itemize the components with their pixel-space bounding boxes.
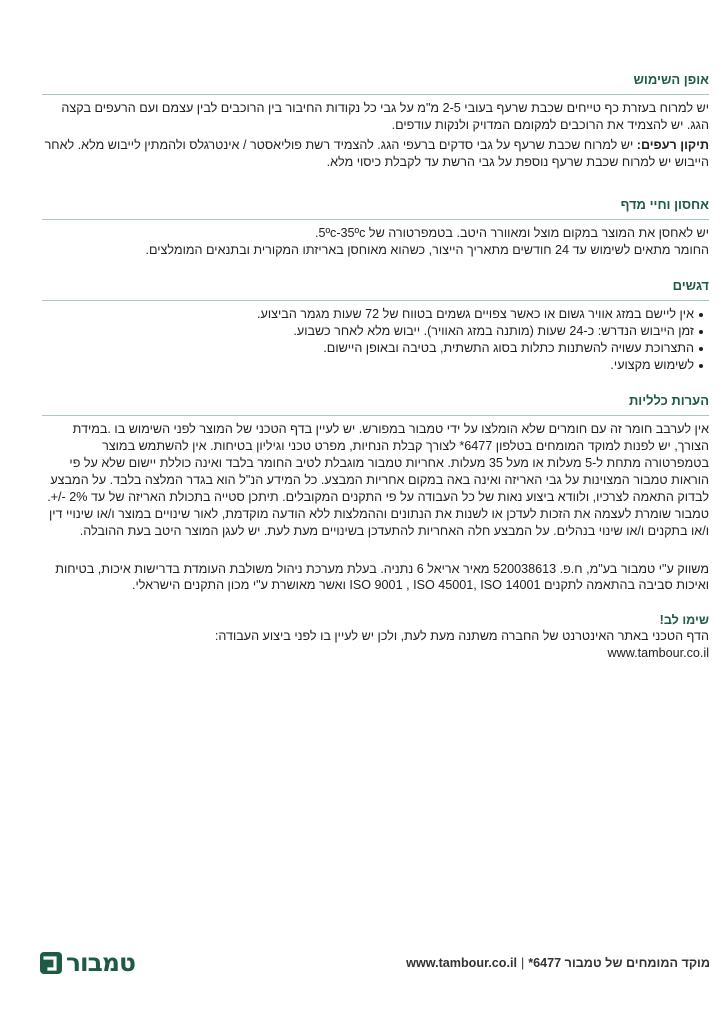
general-paragraph: אין לערבב חומר זה עם חומרים שלא הומלצו על ידי טמבור במפורש. יש לעיין בדף הטכני של המוצר לפני השימוש בו .במידת הצורך, יש לפנות למוקד המומחים בטלפון 6477* לצורך קבלת הנחיות, מפרט טכני וגיליון בטיחות. אין להשתמש במוצר בטמפרטורה מתחת ל-5 מעלות או מעל 35 מעלות. אחריות טמבור מוגבלת לטיב החומר בלבד ואינה כוללת יישום שלא על פי הוראות טמבור המצוינות על גבי האריזה ואינה באה במקום אחריות המבצע. כל המידע הנ"ל הוא בגדר המלצה בלבד. על המבצע לבדוק התאמה לצרכיו, ולוודא ביצוע נאות של כל העבודה על פי התקנים המקובלים. תיתכן סטייה בתכולת האריזה של עד 2% -/+. טמבור שומרת לעצמה את הזכות לעדכן או לשנות את הנתונים וההמלצות ללא הודעה מוקדמת, לאור שינויים במוצר ו/או שינויי דין ו/או בתקנים ו/או שינוי בנהלים. על המבצע חלה האחריות להתעדכן בשינויים מעת לעת. יש לעגן המוצר היטב בעת ההובלה. [47,422,709,538]
hotline-text: מוקד המומחים של טמבור 6477* [528,956,710,970]
footer-contact [406,955,710,971]
storage-paragraph-2: החומר מתאים לשימוש עד 24 חודשים מתאריך הייצור, כשהוא מאוחסן באריזתו המקורית ובתנאים המומלצים. [145,243,709,257]
list-item: זמן הייבוש הנדרש: כ-24 שעות (מותנה במזג האוויר). ייבוש מלא לאחר כשבוע. [42,323,703,340]
list-item: אין ליישם במזג אוויר גשום או כאשר צפויים גשמים בטווח של 72 שעות מגמר הביצוע. [42,306,703,323]
storage-section [42,197,709,259]
brand-mark-icon [40,952,62,974]
usage-section [42,72,709,171]
storage-title: אחסון וחיי מדף [42,197,709,220]
attention-text: הדף הטכני באתר האינטרנט של החברה משתנה מעת לעת, ולכן יש לעיין בו לפני ביצוע העבודה: [214,629,709,643]
footer-website-link[interactable]: www.tambour.co.il [406,956,517,970]
website-link[interactable]: www.tambour.co.il [607,646,709,660]
logo-wordmark: טמבור [66,948,135,977]
marketing-paragraph: משווק ע"י טמבור בע"מ, ח.פ. 520038613 מאיר אריאל 6 נתניה. בעלת מערכת ניהול משולבת העומדת בדרישות איכות, בטיחות ואיכות סביבה בהתאמה לתקנים ISO 9001 , ISO 45001, ISO 14001 ואשר מאושרת ע"י מכון התקנים הישראלי. [55,562,709,592]
usage-title: אופן השימוש [42,72,709,95]
general-title: הערות כלליות [42,393,709,416]
roof-repair-text: יש למרוח שכבת שרעף על גבי סדקים ברעפי הגג. להצמיד רשת פוליאסטר / אינטרגלס ולהמתין לייבוש מלא. לאחר הייבוש יש למרוח שכבת שרעף נוספת על גבי הרשת עד לקבלת כיסוי מלא. [44,138,709,169]
attention-title: שימו לב! [659,613,709,627]
storage-paragraph-1: יש לאחסן את המוצר במקום מוצל ומאוורר היטב. בטמפרטורה של 5ºc-35ºc. [314,226,709,240]
usage-paragraph: יש למרוח בעזרת כף טייחים שכבת שרעף בעובי 2-5 מ"מ על גבי כל נקודות החיבור בין הרוכבים לבין עצמם ועם הרעפים בקצה הגג. יש להצמיד את הרוכבים למקומם המדויק ולנקות עודפים. [61,101,709,132]
roof-repair-paragraph [42,137,709,171]
notes-list [42,306,709,374]
list-item: לשימוש מקצועי. [42,357,703,374]
notes-title: דגשים [42,278,709,301]
footer-separator: | [520,956,525,970]
roof-repair-lead: תיקון רעפים: [636,138,709,152]
general-section [42,393,709,540]
tambour-logo [40,948,135,978]
list-item: התצרוכת עשויה להשתנות כתלות בסוג התשתית, בטיבה ובאופן היישום. [42,340,703,357]
document-content [42,72,709,662]
notes-section [42,278,709,374]
